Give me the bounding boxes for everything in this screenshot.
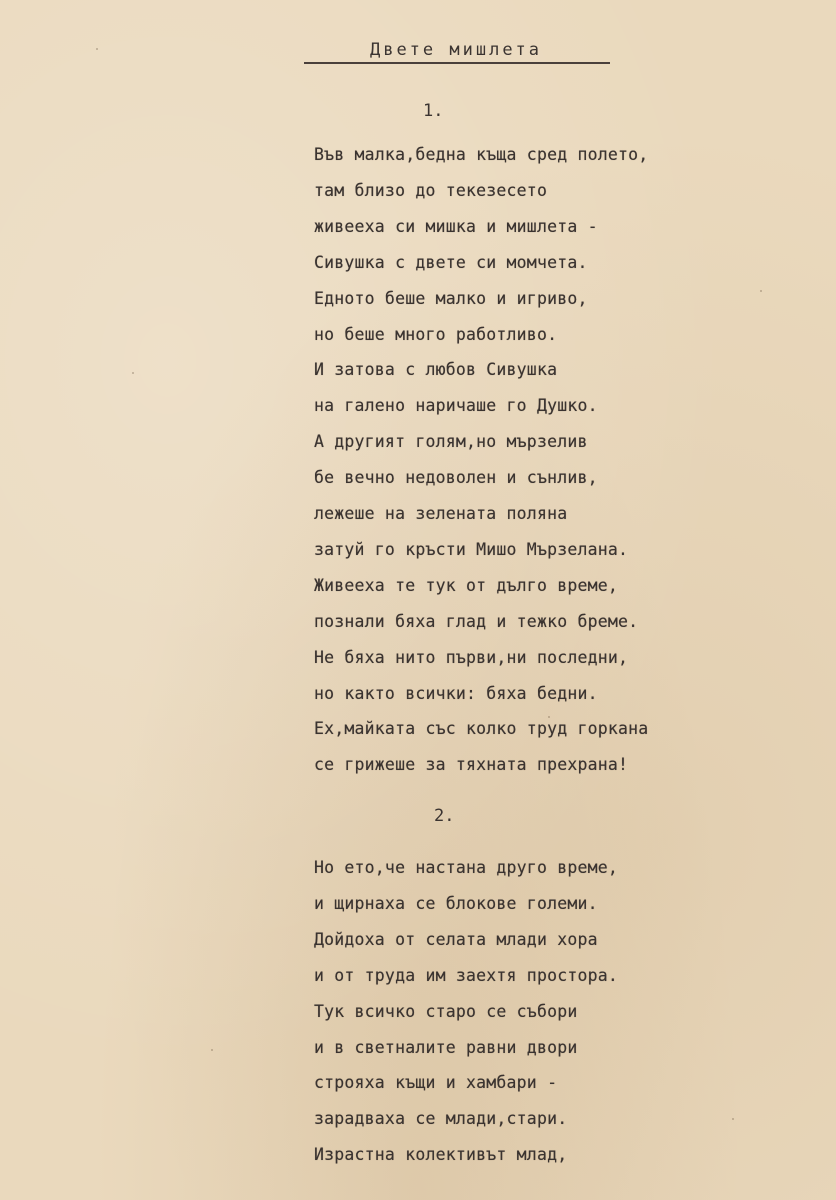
verse-line: затуй го кръсти Мишо Мързелана. (314, 539, 629, 559)
verse-line: Ех,майката със колко труд горкана (314, 719, 649, 739)
verse-line: Едното беше малко и игриво, (314, 288, 588, 308)
verse-line: познали бяха глад и тежко бреме. (314, 611, 639, 631)
title-underline (304, 62, 610, 64)
verse-line: И затова с любов Сивушка (314, 360, 558, 380)
paper-speck (732, 1118, 734, 1120)
verse-line: лежеше на зелената поляна (314, 504, 568, 523)
verse-line: се грижеше за тяхната прехрана! (314, 755, 629, 775)
verse-line: на галено наричаше го Душко. (314, 396, 598, 416)
paper-speck (132, 372, 134, 374)
paper-speck (211, 1049, 213, 1051)
verse-line: Живееха те тук от дълго време, (314, 575, 619, 595)
verse-line: и от труда им заехтя простора. (314, 965, 619, 985)
verse-line: но както всички: бяха бедни. (314, 683, 598, 703)
verse-line: Сивушка с двете си момчета. (314, 252, 588, 272)
verse-line: но беше много работливо. (314, 324, 558, 344)
verse-line: Не бяха нито първи,ни последни, (314, 647, 629, 667)
paper-speck (548, 716, 550, 718)
paper-speck (96, 48, 98, 50)
page-title: Двете мишлета (369, 40, 543, 60)
section-number: 2. (434, 806, 455, 826)
paper-speck (760, 290, 762, 292)
section-number: 1. (423, 101, 444, 121)
verse-line: живееха си мишка и мишлета - (314, 216, 598, 236)
verse-line: и щирнаха се блокове големи. (314, 893, 598, 913)
verse-line: и в светналите равни двори (314, 1037, 578, 1057)
verse-line: Но ето,че настана друго време, (314, 858, 619, 877)
verse-line: Израстна колективът млад, (314, 1145, 568, 1165)
verse-line: строяха къщи и хамбари - (314, 1073, 558, 1093)
verse-line: зарадваха се млади,стари. (314, 1109, 568, 1129)
verse-line: Дойдоха от селата млади хора (314, 929, 598, 949)
verse-line: бе вечно недоволен и сънлив, (314, 468, 598, 488)
verse-line: там близо до текезесето (314, 180, 548, 200)
verse-line: Тук всичко старо се събори (314, 1001, 578, 1021)
verse-line: А другият голям,но мързелив (314, 432, 588, 452)
verse-line: Във малка,бедна къща сред полето, (314, 145, 649, 164)
